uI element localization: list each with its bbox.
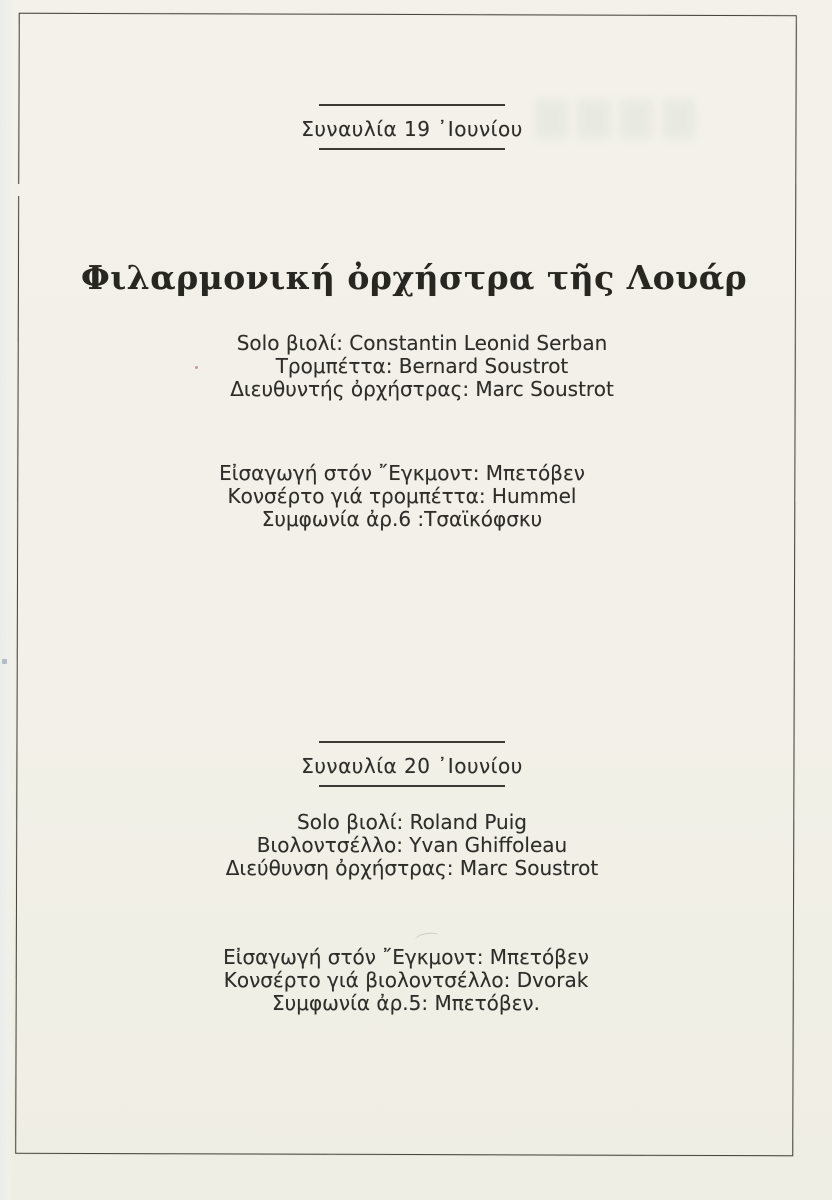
concert-19-program: [92, 462, 712, 531]
program-line: Συμφωνία ἀρ.6 :Τσαϊκόφσκυ: [261, 507, 543, 531]
program-line: Εἰσαγωγή στόν ῎Εγκμοντ: Μπετόβεν: [223, 945, 589, 969]
performer-line: Διεύθυνση ὀρχήστρας: Marc Soustrot: [225, 856, 599, 880]
orchestra-title: Φιλαρμονική ὀρχήστρα τῆς Λουάρ: [80, 258, 748, 297]
concert-20-performers: [102, 811, 722, 880]
concert-19-date-label: Συναυλία 19 ᾿Ιουνίου: [301, 117, 523, 141]
performer-line: Solo βιολί: Constantin Leonid Serban: [236, 331, 608, 355]
concert-19-header: [102, 104, 722, 150]
concert-20-program: [96, 946, 716, 1015]
header-rule-bottom: [319, 148, 505, 150]
concert-19-performers: [112, 332, 732, 401]
performer-line: Βιολοντσέλλο: Yvan Ghiffoleau: [256, 833, 568, 857]
scan-speck: [195, 366, 198, 369]
performer-line: Solo βιολί: Roland Puig: [297, 810, 527, 834]
scan-edge-strip: [0, 0, 14, 1200]
program-line: Κονσέρτο γιά βιολοντσέλλο: Dvorak: [223, 968, 589, 992]
header-rule-top: [319, 741, 505, 743]
performer-line: Τρομπέττα: Bernard Soustrot: [275, 354, 569, 378]
border-frame-gap: [14, 184, 21, 196]
program-line: Εἰσαγωγή στόν ῎Εγκμοντ: Μπετόβεν: [219, 461, 585, 485]
program-line: Κονσέρτο γιά τρομπέττα: Hummel: [227, 484, 577, 508]
concert-20-date-label: Συναυλία 20 ᾿Ιουνίου: [301, 754, 523, 778]
scan-speck: [2, 659, 7, 664]
concert-20-header: [102, 741, 722, 787]
program-line: Συμφωνία ἀρ.5: Μπετόβεν.: [272, 991, 540, 1015]
header-rule-top: [319, 104, 505, 106]
header-rule-bottom: [319, 785, 505, 787]
performer-line: Διευθυντής ὀρχήστρας: Marc Soustrot: [230, 377, 614, 401]
